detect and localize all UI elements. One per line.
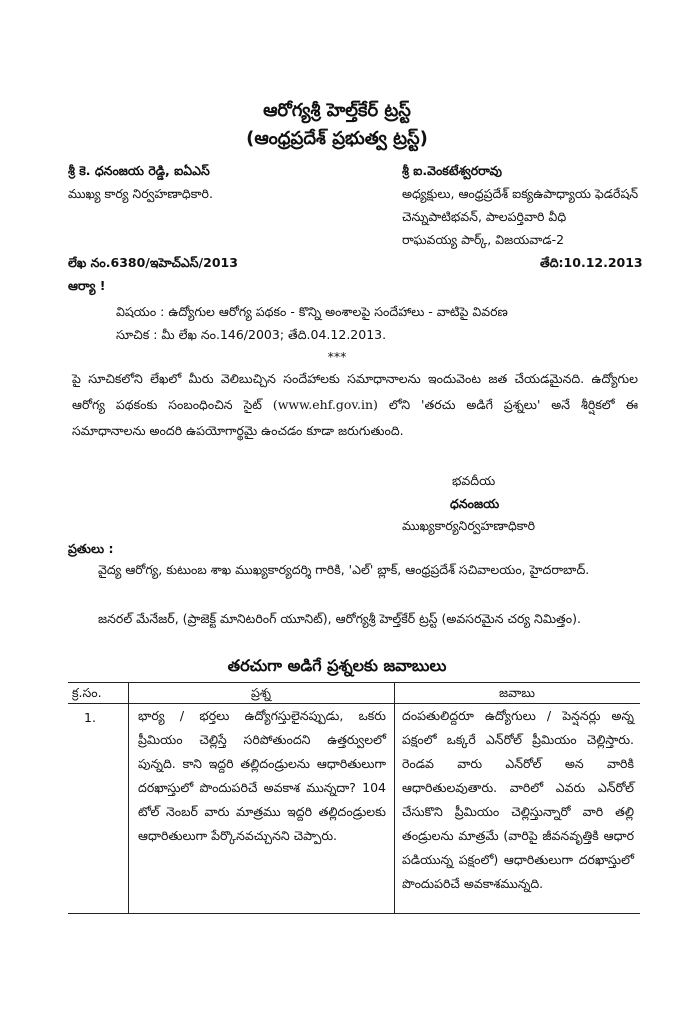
letter-date: తేది:10.12.2013 xyxy=(540,255,643,270)
salutation: ఆర్యా ! xyxy=(68,278,106,293)
signature-designation: ముఖ్యకార్యనిర్వహణాధికారి xyxy=(402,518,536,533)
copies-label: ప్రతులు : xyxy=(68,541,114,556)
column-header-answer: జవాబు xyxy=(499,685,535,700)
trust-subtitle: (ఆంధ్రప్రదేశ్ ప్రభుత్వ ట్రస్ట్) xyxy=(246,128,428,149)
column-header-question: ప్రశ్న xyxy=(251,685,271,700)
signature-name: ధనంజయ xyxy=(450,496,500,511)
letter-body xyxy=(72,366,638,444)
recipient-address-line3: రాఘవయ్య పార్క్, విజయవాడ-2 xyxy=(402,232,565,247)
trust-title: ఆరోగ్యశ్రీ హెల్త్‌కేర్ ట్రస్ట్ xyxy=(263,100,411,121)
closing: భవదీయ xyxy=(452,473,496,488)
letter-body-part2: లోని 'తరచు అడిగే ప్రశ్నలు' అనే శీర్షికలో ఈ సమాధానాలను అందరి ఉపయోగార్థమై ఉంచడం కూడా జరుగుతుంది. xyxy=(72,397,638,438)
table-top-border xyxy=(68,682,640,683)
table-col-divider-2 xyxy=(394,682,395,913)
recipient-address-line2: చెన్నుపాటిభవన్, పాలపర్తివారి వీధి xyxy=(402,209,567,224)
table-col-divider-1 xyxy=(128,682,129,913)
copy-1: వైద్య ఆరోగ్య, కుటుంబ శాఖ ముఖ్యకార్యదర్శి గారికి, 'ఎల్' బ్లాక్, ఆంధ్రప్రదేశ్ సచివాలయం, హైదరాబాద్. xyxy=(98,562,590,577)
letter-body-part1: పై సూచికలోని లేఖలో మీరు వెలిబుచ్చిన సందేహాలకు సమాధానాలను ఇందువెంట జత చేయడమైనది. ఉద్యోగుల ఆరోగ్య పథకంకు సంబంధించిన సైట్ xyxy=(72,371,638,412)
reference-line: సూచిక : మీ లేఖ నం.146/2003; తేది.04.12.2013. xyxy=(116,327,387,342)
recipient-name: శ్రీ ఐ.వెంకటేశ్వరరావు xyxy=(402,163,502,178)
sender-designation: ముఖ్య కార్య నిర్వహణాధికారి. xyxy=(68,186,213,201)
subject-line: విషయం : ఉద్యోగుల ఆరోగ్య పథకం - కొన్ని అంశాలపై సందేహాలు - వాటిపై వివరణ xyxy=(116,304,508,319)
recipient-address-line1: అధ్యక్షులు, ఆంధ్రప్రదేశ్ ఐక్యఉపాధ్యాయ ఫెడరేషన్ xyxy=(402,186,639,201)
table-bottom-border xyxy=(68,913,640,914)
faq-row-question: భార్య / భర్తలు ఉద్యోగస్తులైనప్పుడు, ఒకరు ప్రీమియం చెల్లిస్తే సరిపోతుందని ఉత్తర్వులలో పున్నది. కాని ఇద్దరి తల్లిదండ్రులను ఆధారితులుగా దరఖాస్తులో పొందుపరిచే అవకాశ మున్నదా? 104 టోల్ నెంబర్ వారు మాత్రము ఇద్దరి తల్లిదండ్రులకు ఆధారితులుగా పేర్కొనవచ్చునని చెప్పారు. xyxy=(138,708,386,843)
separator: *** xyxy=(327,349,347,364)
letter-reference-number: లేఖ నం.6380/ఇహెచ్ఎస్/2013 xyxy=(68,255,238,270)
sender-name: శ్రీ కె. ధనంజయ రెడ్డి, ఐఏఎస్ xyxy=(68,163,210,178)
faq-heading: తరచుగా అడిగే ప్రశ్నలకు జవాబులు xyxy=(227,656,447,675)
website-link: (www.ehf.gov.in) xyxy=(272,397,378,412)
faq-row-answer: దంపతులిద్దరూ ఉద్యోగులు / పెన్షనర్లు అన్న పక్షంలో ఒక్కరే ఎన్‌రోల్ ప్రీమియం చెల్లిస్తారు. రెండవ వారు ఎన్‌రోల్ అన వారికి ఆధారితులవుతారు. వారిలో ఎవరు ఎన్‌రోల్ చేసుకొని ప్రీమియం చెల్లిస్తున్నారో వారి తల్లి తండ్రులను మాత్రమే (వారిపై జీవనవృత్తికి ఆధార పడియున్న పక్షంలో) ఆధారితులుగా దరఖాస్తులో పొందుపరిచే అవకాశమున్నది. xyxy=(402,708,634,891)
copy-2: జనరల్ మేనేజర్, (ప్రాజెక్ట్ మానిటరింగ్ యూనిట్), ఆరోగ్యశ్రీ హెల్త్‌కేర్ ట్రస్ట్ (అవసరమైన చర్య నిమిత్తం). xyxy=(98,611,581,626)
column-header-serial: క్ర.సం. xyxy=(72,685,102,700)
faq-row-serial: 1. xyxy=(84,710,96,725)
